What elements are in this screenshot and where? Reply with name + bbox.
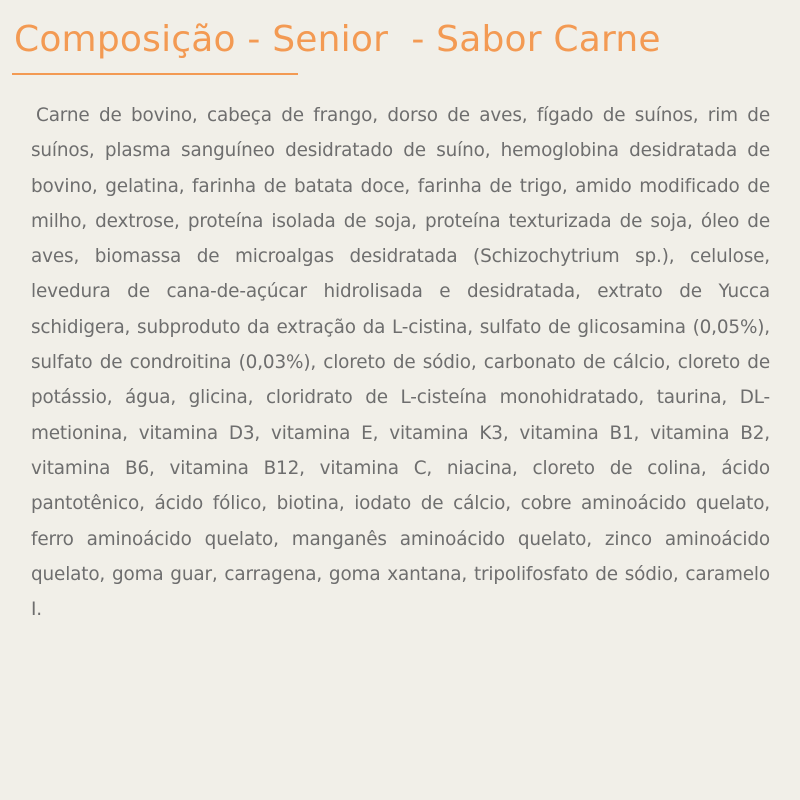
- page-title: Composição - Senior - Sabor Carne: [14, 19, 661, 60]
- title-underline: [12, 73, 298, 75]
- ingredients-text: Carne de bovino, cabeça de frango, dorso de aves, fígado de suínos, rim de suínos, plasma sanguíneo desidratado de suíno, hemoglobina desidratada de bovino, gelatina, farinha de batata doce, farinha de trigo, amido modificado de milho, dextrose, proteína isolada de soja, proteína texturizada de soja, óleo de aves, biomassa de microalgas desidratada (Schizochytrium sp.), celulose, levedura de cana-de-açúcar hidrolisada e desidratada, extrato de Yucca schidigera, subproduto da extração da L-cistina, sulfato de glicosamina (0,05%), sulfato de condroitina (0,03%), cloreto de sódio, carbonato de cálcio, cloreto de potássio, água, glicina, cloridrato de L-cisteína monohidratado, taurina, DL-metionina, vitamina D3, vitamina E, vitamina K3, vitamina B1, vitamina B2, vitamina B6, vitamina B12, vitamina C, niacina, cloreto de colina, ácido pantotênico, ácido fólico, biotina, iodato de cálcio, cobre aminoácido quelato, ferro aminoácido quelato, manganês aminoácido quelato, zinco aminoácido quelato, goma guar, carragena, goma xantana, tripolifosfato de sódio, caramelo I.: [31, 105, 770, 621]
